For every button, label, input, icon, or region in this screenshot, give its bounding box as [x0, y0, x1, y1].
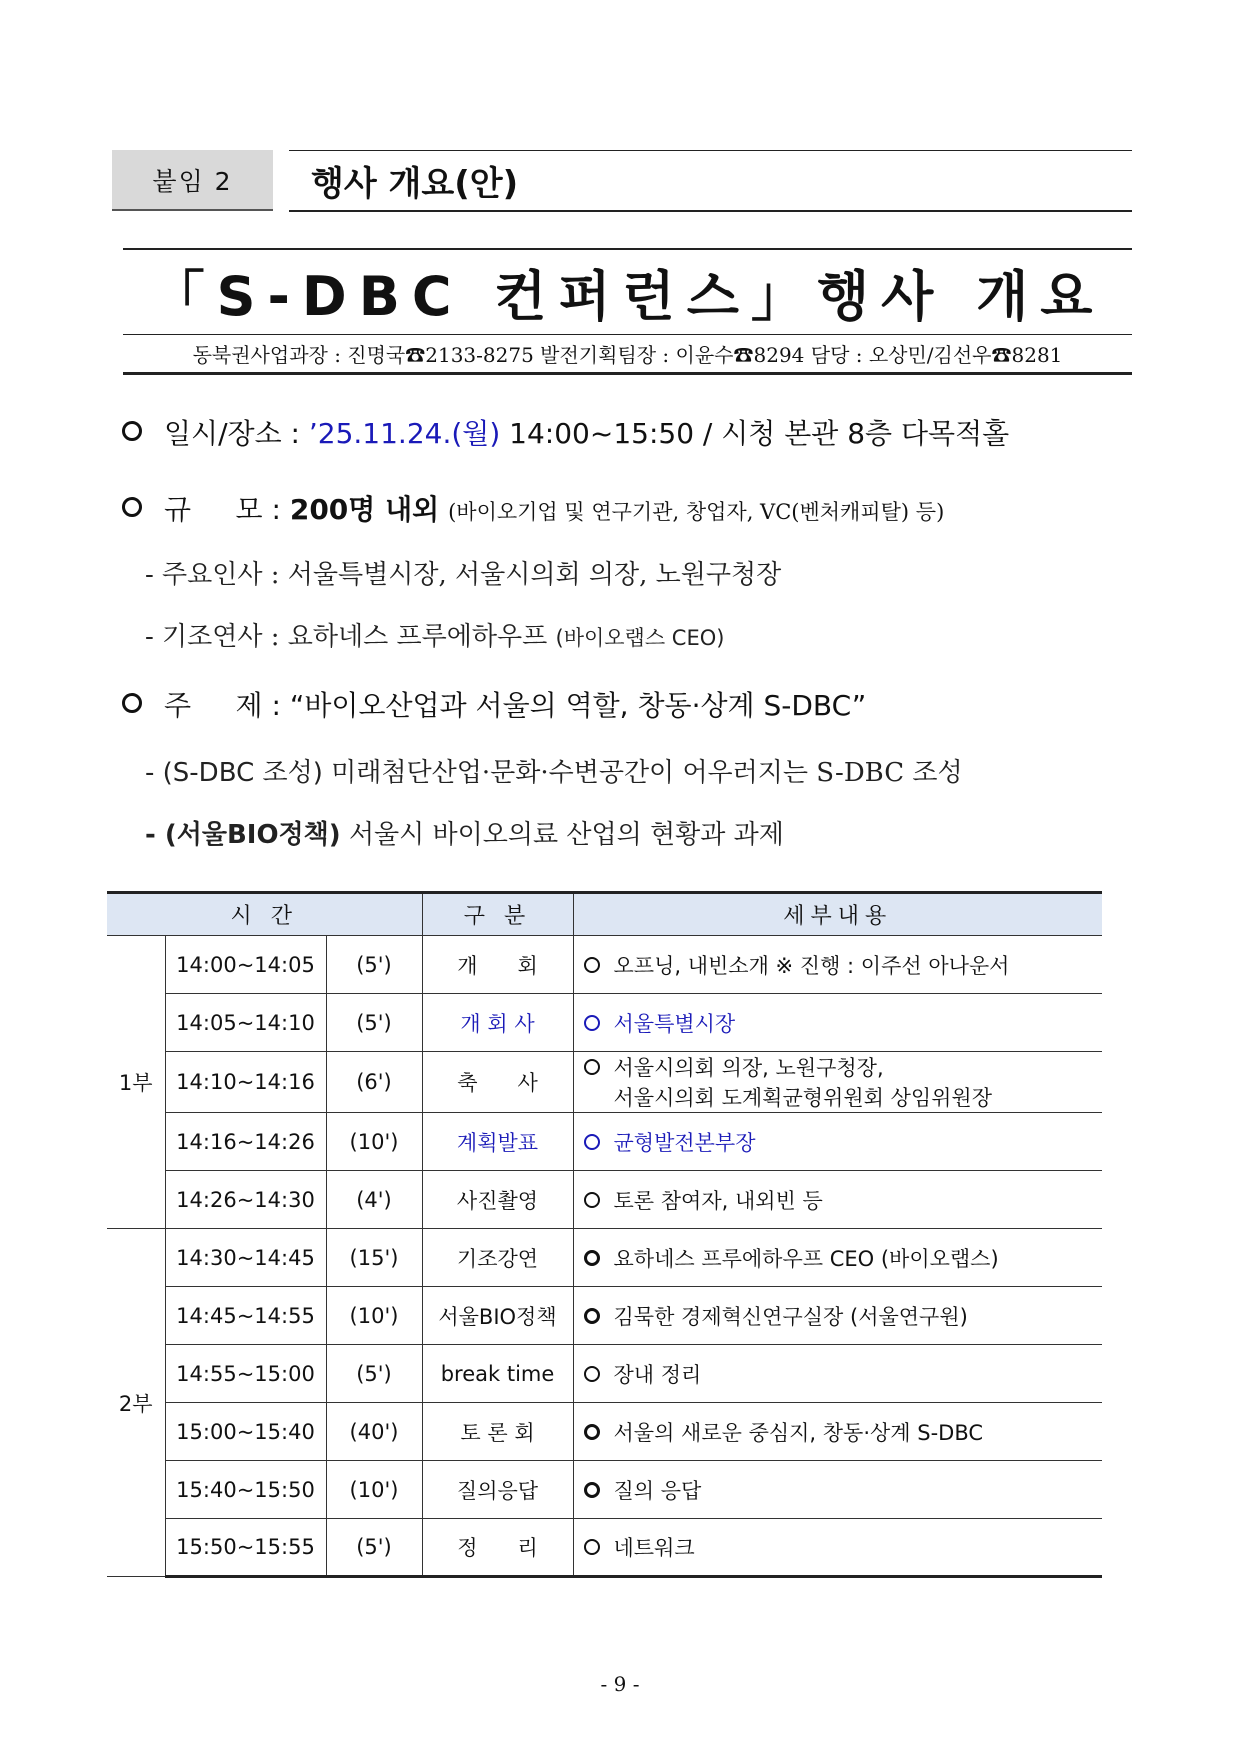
detail-line — [584, 1301, 1093, 1331]
theme-sub-2-text: 서울시 바이오의료 산업의 현황과 과제 — [348, 820, 784, 850]
duration-cell: (10') — [326, 1113, 422, 1171]
scale-note: (바이오기업 및 연구기관, 창업자, VC(벤처캐피탈) 등) — [448, 500, 945, 524]
time-cell: 15:00~15:40 — [165, 1403, 326, 1461]
kind-cell: 축 사 — [422, 1052, 573, 1113]
duration-cell: (40') — [326, 1403, 422, 1461]
header-detail: 세부내용 — [573, 893, 1102, 936]
circle-bullet-icon — [584, 1015, 600, 1031]
circle-bullet-icon — [584, 1482, 600, 1498]
part-cell: 1부 — [107, 936, 165, 1229]
main-title: 「S-DBC 컨퍼런스」행사 개요 — [150, 264, 1105, 328]
circle-bullet-icon — [584, 1366, 600, 1382]
circle-bullet-icon — [584, 1424, 600, 1440]
detail-line — [584, 950, 1093, 980]
detail-text: 장내 정리 — [613, 1362, 702, 1387]
detail-cell — [573, 1403, 1102, 1461]
detail-line — [584, 1052, 1093, 1082]
section-title — [289, 150, 1132, 212]
kind-cell: 개 회 — [422, 936, 573, 994]
schedule-row — [107, 1171, 1102, 1229]
detail-line — [584, 1475, 1093, 1505]
duration-cell: (4') — [326, 1171, 422, 1229]
theme-sub-2 — [145, 814, 784, 851]
theme-sub-1 — [145, 752, 963, 789]
detail-cell — [573, 1287, 1102, 1345]
circle-bullet-icon — [584, 1134, 600, 1150]
keynote-text: - 기조연사 : 요하네스 프루에하우프 — [145, 622, 548, 652]
schedule-row — [107, 1461, 1102, 1519]
schedule-row — [107, 1287, 1102, 1345]
time-cell: 14:16~14:26 — [165, 1113, 326, 1171]
detail-text: 요하네스 프루에하우프 CEO (바이오랩스) — [613, 1246, 999, 1271]
page-number: - 9 - — [600, 1672, 640, 1696]
schedule-row — [107, 1519, 1102, 1577]
detail-text: 균형발전본부장 — [613, 1130, 756, 1155]
event-time-place: 14:00~15:50 / 시청 본관 8층 다목적홀 — [509, 417, 1010, 450]
time-cell: 14:05~14:10 — [165, 994, 326, 1052]
theme-label: 주 제 : — [164, 689, 281, 722]
schedule-row — [107, 994, 1102, 1052]
detail-cell — [573, 1229, 1102, 1287]
vip-line — [145, 554, 781, 591]
detail-text: 오프닝, 내빈소개 ※ 진행 : 이주선 아나운서 — [613, 953, 1010, 978]
vip-text: - 주요인사 : 서울특별시장, 서울시의회 의장, 노원구청장 — [145, 560, 782, 590]
duration-cell: (6') — [326, 1052, 422, 1113]
kind-cell: 토 론 회 — [422, 1403, 573, 1461]
detail-text: 서울시의회 의장, 노원구청장, — [613, 1056, 884, 1080]
schedule-table — [107, 891, 1102, 1578]
event-date: ’25.11.24.(월) — [308, 417, 501, 450]
detail-line — [584, 1127, 1093, 1157]
theme-sub-1-head: - (S-DBC 조성) — [145, 758, 323, 788]
detail-cell — [573, 1052, 1102, 1113]
circle-bullet-icon — [584, 1308, 600, 1324]
kind-cell: 질의응답 — [422, 1461, 573, 1519]
kind-cell: 개 회 사 — [422, 994, 573, 1052]
schedule-row — [107, 1113, 1102, 1171]
detail-line — [584, 1243, 1093, 1273]
kind-cell: break time — [422, 1345, 573, 1403]
detail-text: 서울시의회 도계획균형위원회 상임위원장 — [613, 1086, 992, 1110]
duration-cell: (5') — [326, 994, 422, 1052]
attachment-tag — [112, 150, 273, 211]
time-cell: 15:40~15:50 — [165, 1461, 326, 1519]
main-title-block — [123, 248, 1132, 375]
time-cell: 14:45~14:55 — [165, 1287, 326, 1345]
schedule-row — [107, 936, 1102, 994]
time-cell: 14:00~14:05 — [165, 936, 326, 994]
detail-line — [584, 1185, 1093, 1215]
circle-bullet-icon — [122, 497, 142, 517]
time-cell: 14:26~14:30 — [165, 1171, 326, 1229]
duration-cell: (10') — [326, 1461, 422, 1519]
datetime-item — [122, 412, 1009, 452]
detail-cell — [573, 1461, 1102, 1519]
time-cell: 14:10~14:16 — [165, 1052, 326, 1113]
circle-bullet-icon — [122, 421, 142, 441]
theme-item — [122, 684, 866, 724]
detail-text: 김묵한 경제혁신연구실장 (서울연구원) — [613, 1304, 968, 1329]
detail-text: 네트워크 — [613, 1536, 695, 1560]
detail-text: 서울의 새로운 중심지, 창동·상계 S-DBC — [613, 1420, 984, 1445]
scale-label: 규 모 : — [164, 493, 281, 526]
kind-cell: 정 리 — [422, 1519, 573, 1577]
circle-bullet-icon — [584, 1250, 600, 1266]
duration-cell: (10') — [326, 1287, 422, 1345]
detail-cell — [573, 1519, 1102, 1577]
detail-line — [584, 1532, 1093, 1562]
contact-line: 동북권사업과장 : 진명국☎2133-8275 발전기획팀장 : 이윤수☎8294 담당 : 오상민/김선우☎8281 — [123, 334, 1132, 372]
detail-cell — [573, 994, 1102, 1052]
detail-text: 질의 응답 — [613, 1478, 702, 1503]
detail-cell — [573, 1345, 1102, 1403]
circle-bullet-icon — [584, 1059, 600, 1075]
detail-cell — [573, 1171, 1102, 1229]
detail-cell — [573, 1113, 1102, 1171]
kind-cell: 계획발표 — [422, 1113, 573, 1171]
scale-value: 200명 내외 — [289, 493, 440, 526]
theme-sub-1-text: 미래첨단산업·문화·수변공간이 어우러지는 S-DBC 조성 — [331, 758, 963, 788]
time-cell: 15:50~15:55 — [165, 1519, 326, 1577]
detail-text: 토론 참여자, 내외빈 등 — [613, 1188, 823, 1213]
duration-cell: (5') — [326, 1519, 422, 1577]
schedule-row — [107, 1229, 1102, 1287]
kind-cell: 기조강연 — [422, 1229, 573, 1287]
detail-line — [584, 1417, 1093, 1447]
keynote-note: (바이오랩스 CEO) — [555, 626, 725, 650]
time-cell: 14:30~14:45 — [165, 1229, 326, 1287]
detail-cell — [573, 936, 1102, 994]
kind-cell: 사진촬영 — [422, 1171, 573, 1229]
datetime-label: 일시/장소 : — [164, 417, 300, 450]
circle-bullet-icon — [584, 957, 600, 973]
part-cell: 2부 — [107, 1229, 165, 1577]
header-kind: 구 분 — [422, 893, 573, 936]
duration-cell: (5') — [326, 1345, 422, 1403]
detail-line — [584, 1008, 1093, 1038]
kind-cell: 서울BIO정책 — [422, 1287, 573, 1345]
schedule-row — [107, 1345, 1102, 1403]
schedule-row — [107, 1052, 1102, 1113]
header-time: 시 간 — [107, 893, 422, 936]
schedule-row — [107, 1403, 1102, 1461]
time-cell: 14:55~15:00 — [165, 1345, 326, 1403]
duration-cell: (5') — [326, 936, 422, 994]
duration-cell: (15') — [326, 1229, 422, 1287]
keynote-line — [145, 616, 724, 653]
detail-line — [584, 1359, 1093, 1389]
schedule-header-row — [107, 893, 1102, 936]
attachment-tag-label: 붙임 2 — [152, 166, 233, 196]
theme-sub-2-head: - (서울BIO정책) — [145, 820, 341, 850]
theme-value: “바이오산업과 서울의 역할, 창동·상계 S-DBC” — [289, 689, 867, 722]
circle-bullet-icon — [122, 693, 142, 713]
circle-bullet-icon — [584, 1539, 600, 1555]
circle-bullet-icon — [584, 1192, 600, 1208]
scale-item — [122, 488, 944, 528]
section-title-text: 행사 개요(안) — [311, 164, 519, 204]
detail-line — [584, 1082, 1093, 1112]
detail-text: 서울특별시장 — [613, 1011, 736, 1036]
